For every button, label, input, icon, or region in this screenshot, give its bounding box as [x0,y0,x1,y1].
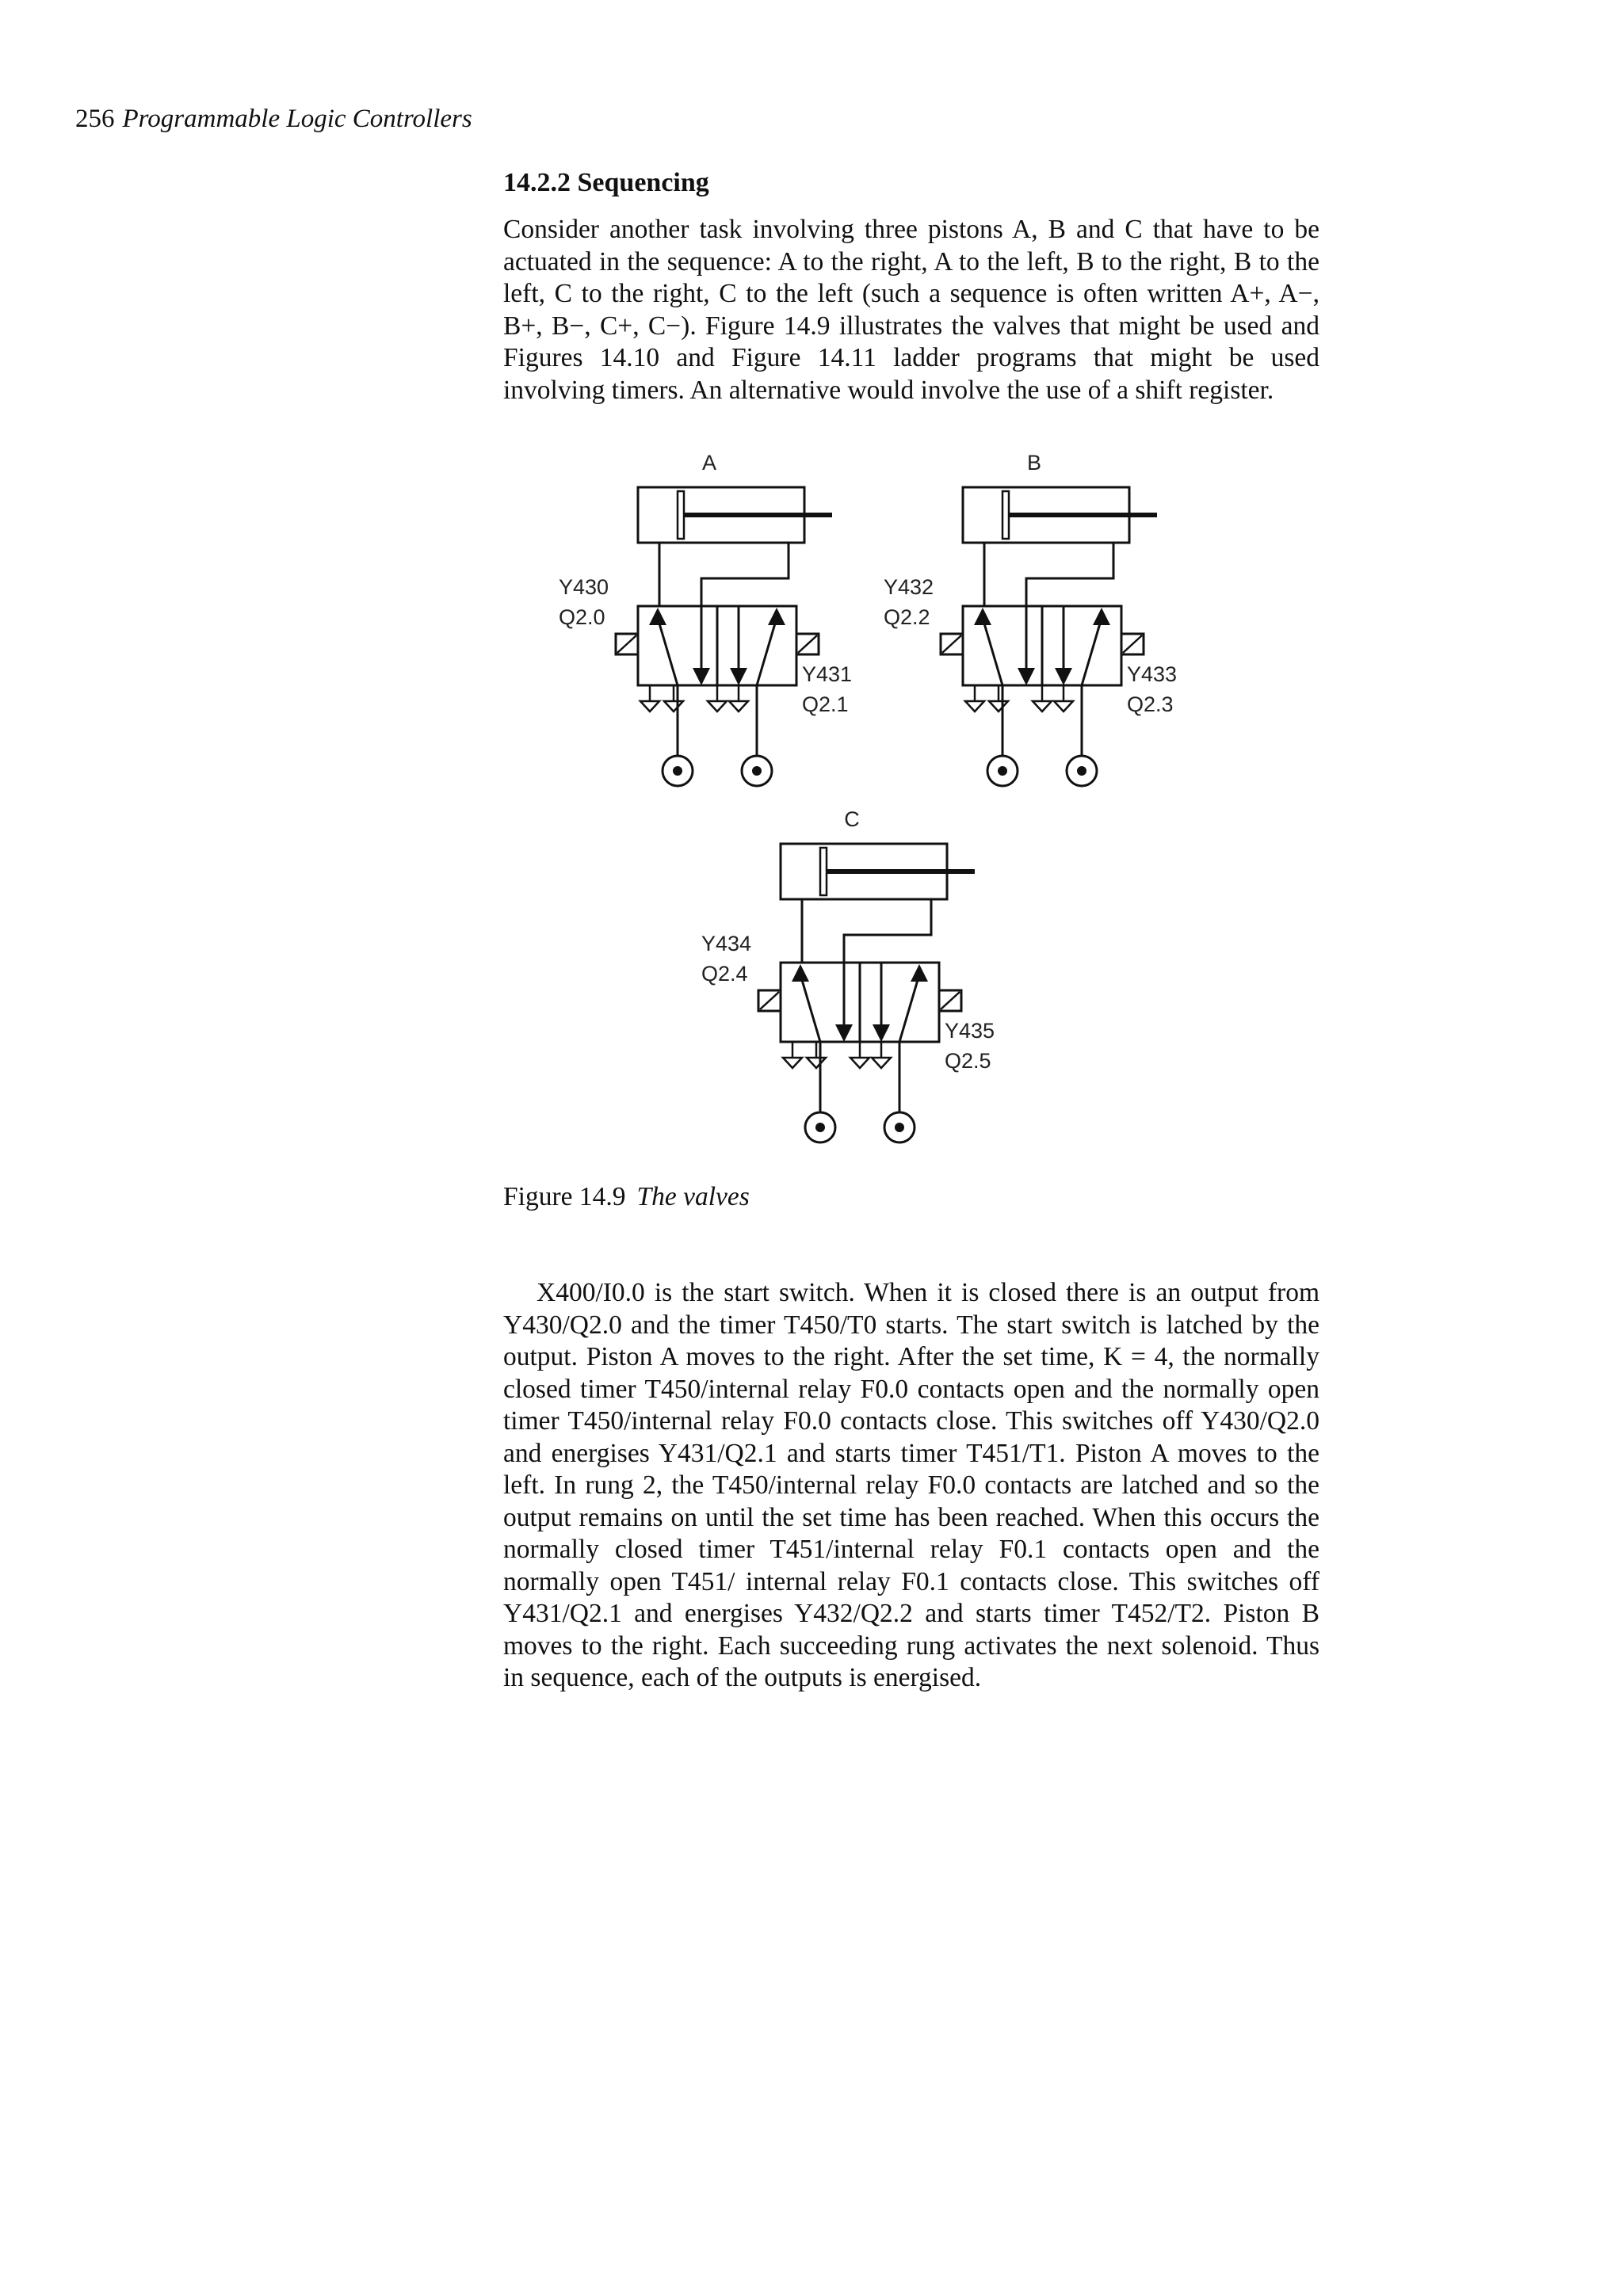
solenoid-left-diagonal [942,635,961,653]
valve-square-right [1042,606,1121,685]
intro-paragraph: Consider another task involving three pistons A, B and C that have to be actuated in the sequence: A to the right, A to the left, B to the right, B to the left, C to the right, C to the left (such a sequence is often written A+, A−, B+, B−, C+, C−). Figure 14.9 illustrates the valves that might be used and Figures 14.10 and Figure 14.11 ladder programs that might be used involving timers. An alternative would involve the use of a shift register. [503,215,1319,405]
flow-arrowhead [1055,668,1072,685]
piston-label: B [1026,451,1042,475]
flow-path [899,980,918,1042]
page-number: 256 [75,105,115,133]
exhaust-symbol [807,1058,826,1068]
solenoid-left-diagonal [760,992,779,1009]
valve-square-right [717,606,796,685]
pressure-source-dot [998,766,1007,776]
valve-square-right [860,963,939,1042]
solenoid-right-label: Y431 [802,662,853,686]
solenoid-left-label: Q2.4 [701,962,748,986]
exhaust-symbol [708,701,727,711]
flow-path [984,624,1002,685]
exhaust-symbol [872,1058,891,1068]
solenoid-left-label: Y432 [884,575,934,599]
valve-figure [523,440,1236,1169]
solenoid-right-diagonal [941,992,960,1009]
valve-assembly-a [559,451,852,786]
solenoid-left-label: Y430 [559,575,609,599]
figure-number: Figure 14.9 [503,1182,626,1211]
flow-path [659,624,678,685]
pressure-source-dot [673,766,682,776]
piston-label: A [701,451,717,475]
solenoid-right-label: Y433 [1127,662,1178,686]
solenoid-right-diagonal [798,635,817,653]
solenoid-left-label: Q2.0 [559,605,605,629]
pressure-source-dot [752,766,762,776]
exhaust-symbol [989,701,1008,711]
exhaust-symbol [640,701,659,711]
piston-label: C [844,807,860,831]
exhaust-symbol [729,701,748,711]
solenoid-right-label: Q2.3 [1127,692,1174,716]
running-header [75,105,472,134]
flow-arrowhead [1093,608,1110,625]
flow-path [1082,624,1100,685]
exhaust-symbol [783,1058,802,1068]
figure-caption [503,1182,750,1212]
flow-arrowhead [911,964,928,982]
flow-arrowhead [730,668,747,685]
flow-arrowhead [649,608,666,625]
exhaust-symbol [1054,701,1073,711]
flow-arrowhead [792,964,809,982]
piston-head [820,848,827,895]
section-heading: 14.2.2 Sequencing [503,168,709,197]
pressure-source-dot [895,1123,904,1132]
piston-head [678,491,684,539]
figure-title: The valves [636,1182,750,1211]
flow-path [802,980,820,1042]
flow-arrowhead [693,668,710,685]
valve-assembly-c [701,807,995,1142]
solenoid-right-diagonal [1123,635,1142,653]
flow-arrowhead [974,608,991,625]
flow-path [757,624,775,685]
piston-head [1002,491,1009,539]
pressure-source-dot [815,1123,825,1132]
exhaust-symbol [965,701,984,711]
solenoid-left-label: Y434 [701,932,752,955]
flow-arrowhead [1018,668,1035,685]
exhaust-symbol [1033,701,1052,711]
solenoid-right-label: Q2.1 [802,692,849,716]
solenoid-right-label: Y435 [945,1019,995,1043]
solenoid-right-label: Q2.5 [945,1049,991,1073]
flow-arrowhead [768,608,785,625]
exhaust-symbol [850,1058,869,1068]
valve-diagram [523,440,1236,1169]
explanation-paragraph: X400/I0.0 is the start switch. When it is closed there is an output from Y430/Q2.0 and the timer T450/T0 starts. The start switch is latched by the output. Piston A moves to the right. After the set time, K = 4, the normally closed timer T450/internal relay F0.0 contacts open and the normally open timer T450/internal relay F0.0 contacts close. This switches off Y430/Q2.0 and energises Y431/Q2.1 and starts timer T451/T1. Piston A moves to the left. In rung 2, the T450/internal relay F0.0 contacts are latched and so the output remains on until the set time has been reached. When this occurs the normally closed timer T451/internal relay F0.1 contacts open and the normally open T451/ internal relay F0.1 contacts close. This switches off Y431/Q2.1 and energises Y432/Q2.2 and starts timer T452/T2. Piston B moves to the right. Each succeeding rung activates the next solenoid. Thus in sequence, each of the outputs is energised. [503,1278,1319,1692]
flow-arrowhead [835,1024,853,1042]
solenoid-left-label: Q2.2 [884,605,930,629]
exhaust-symbol [664,701,683,711]
pressure-source-dot [1077,766,1086,776]
valve-assembly-b [884,451,1177,786]
flow-arrowhead [873,1024,890,1042]
book-title: Programmable Logic Controllers [122,105,472,133]
solenoid-left-diagonal [617,635,636,653]
